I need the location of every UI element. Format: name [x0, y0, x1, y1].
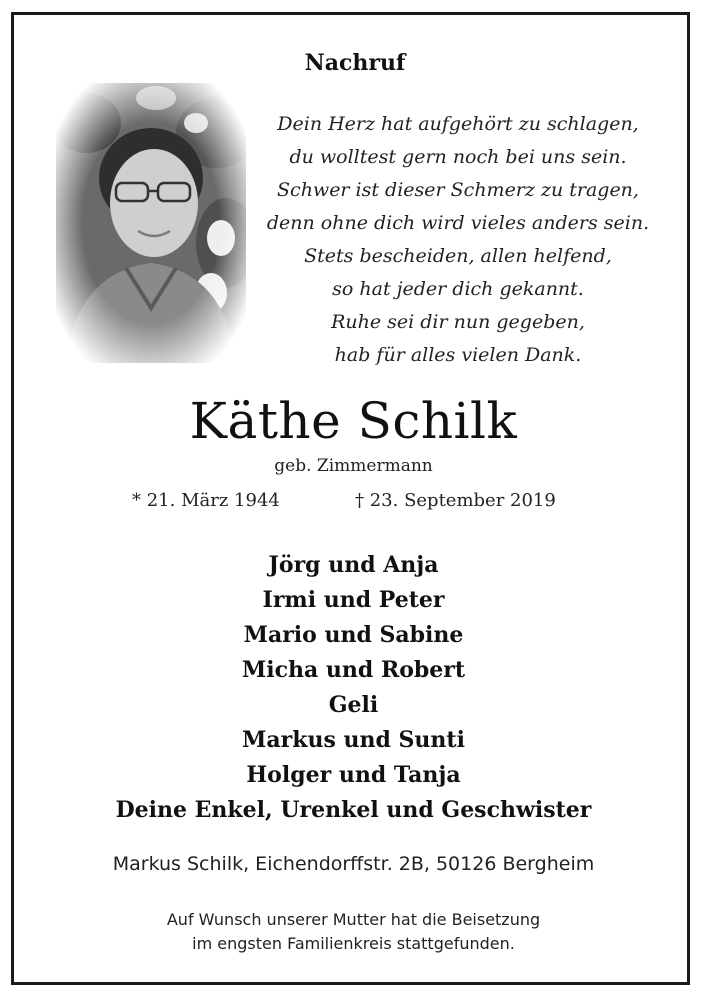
notice-heading: Nachruf — [304, 50, 406, 76]
mourner-entry: Geli — [328, 692, 379, 718]
poem-line: Dein Herz hat aufgehört zu schlagen, — [277, 113, 639, 135]
poem-line: du wolltest gern noch bei uns sein. — [289, 146, 627, 168]
poem-line: denn ohne dich wird vieles anders sein. — [266, 212, 650, 234]
birth-date: * 21. März 1944 — [132, 490, 280, 511]
poem-line: hab für alles vielen Dank. — [334, 344, 582, 366]
note-line: Auf Wunsch unserer Mutter hat die Beisetzung — [166, 910, 541, 929]
mourner-entry: Holger und Tanja — [246, 762, 461, 788]
mourner-entry: Markus und Sunti — [242, 727, 465, 753]
poem — [252, 108, 664, 372]
poem-line: so hat jeder dich gekannt. — [332, 278, 584, 300]
poem-line: Stets bescheiden, allen helfend, — [304, 245, 612, 267]
mourner-entry: Jörg und Anja — [268, 552, 439, 578]
mourner-entry: Deine Enkel, Urenkel und Geschwister — [115, 797, 592, 823]
maiden-name: geb. Zimmermann — [274, 456, 433, 476]
mourner-entry: Mario und Sabine — [243, 622, 464, 648]
note-line: im engsten Familienkreis stattgefunden. — [192, 934, 515, 953]
poem-line: Ruhe sei dir nun gegeben, — [331, 311, 585, 333]
contact-address: Markus Schilk, Eichendorffstr. 2B, 50126 Bergheim — [112, 853, 595, 875]
deceased-name: Käthe Schilk — [189, 392, 518, 450]
death-date: † 23. September 2019 — [355, 490, 556, 511]
mourner-entry: Irmi und Peter — [262, 587, 445, 613]
funeral-note — [0, 908, 707, 956]
poem-line: Schwer ist dieser Schmerz zu tragen, — [277, 179, 639, 201]
mourner-entry: Micha und Robert — [241, 657, 466, 683]
portrait-photo — [56, 83, 246, 363]
mourners-list — [0, 548, 707, 828]
